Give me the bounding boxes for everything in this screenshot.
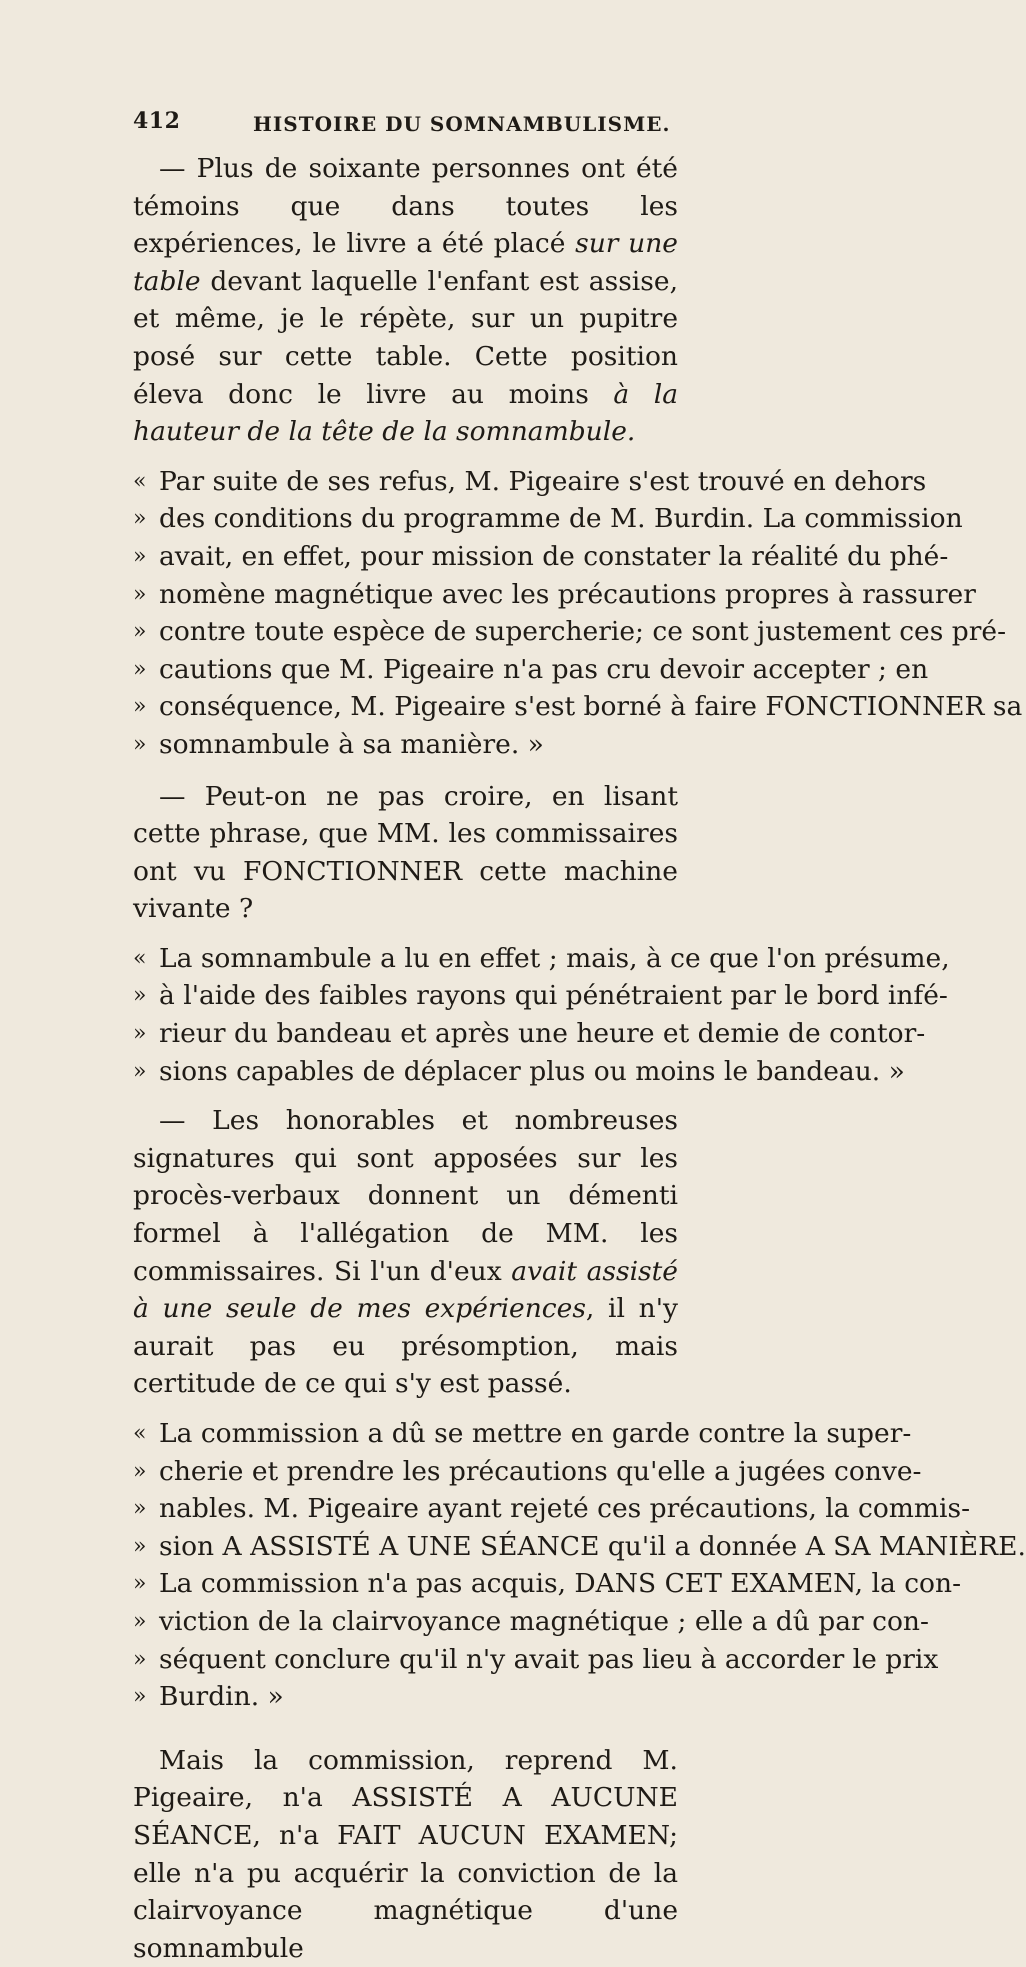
quote-line <box>133 1490 971 1528</box>
quote-mark: » <box>133 1608 147 1634</box>
quote-mark: » <box>133 619 147 645</box>
quote-line <box>133 463 927 501</box>
quote-text: cherie et prendre les précautions qu'elle a jugées conve- <box>159 1455 922 1487</box>
quote-text: conséquence, M. Pigeaire s'est borné à faire FONCTIONNER sa <box>159 691 1023 723</box>
page-body <box>133 150 1026 1967</box>
quote-text: séquent conclure qu'il n'y avait pas lieu à accorder le prix <box>159 1643 939 1675</box>
quote-mark: « <box>133 1421 147 1446</box>
quotation-3 <box>133 1415 1026 1716</box>
quote-text: La commission a dû se mettre en garde contre la super- <box>159 1418 912 1449</box>
quote-mark: » <box>133 1533 147 1559</box>
quote-mark: » <box>133 694 147 720</box>
quote-text: cautions que M. Pigeaire n'a pas cru devoir accepter ; en <box>159 653 929 685</box>
quote-mark: « <box>133 468 147 494</box>
quotation-2 <box>133 940 950 1090</box>
quote-line <box>133 500 963 538</box>
quote-line <box>133 1415 912 1453</box>
quote-text: sions capables de déplacer plus ou moins le bandeau. » <box>159 1055 905 1087</box>
quote-mark: » <box>133 506 147 532</box>
quote-mark: » <box>133 731 147 757</box>
quote-line <box>133 1565 962 1603</box>
quote-text: des conditions du programme de M. Burdin. La commission <box>159 503 963 535</box>
quote-line <box>133 1603 929 1641</box>
quote-text: rieur du bandeau et après une heure et demie de contor- <box>159 1018 926 1050</box>
quote-text: La commission n'a pas acquis, DANS CET EXAMEN, la con- <box>159 1568 962 1600</box>
quote-line <box>133 538 949 576</box>
paragraph-3: — Les honorables et nombreuses signatures qui sont apposées sur les procès-verbaux donnent un démenti formel à l'allégation de MM. les commissaires. Si l'un d'eux avait assisté à une seule de mes expériences, il n'y aurait pas eu présomption, mais certitude de ce qui s'y est passé. <box>133 1105 678 1400</box>
quote-line <box>133 1641 939 1679</box>
quote-mark: » <box>133 983 147 1009</box>
quote-text: Burdin. » <box>159 1681 284 1713</box>
quote-text: viction de la clairvoyance magnétique ; elle a dû par con- <box>159 1605 929 1637</box>
paragraph-4: Mais la commission, reprend M. Pigeaire, n'a ASSISTÉ A AUCUNE SÉANCE, n'a FAIT AUCUN EXAMEN; elle n'a pu acquérir la conviction de la clairvoyance magnétique d'une somnambule <box>133 1744 678 1964</box>
quote-mark: » <box>133 1058 147 1084</box>
paragraph-1: — Plus de soixante personnes ont été témoins que dans toutes les expériences, le livre a été placé sur une table devant laquelle l'enfant est assise, et même, je le répète, sur un pupitre posé sur cette table. Cette position éleva donc le livre au moins à la hauteur de la tête de la somnambule. <box>133 153 678 448</box>
quote-text: contre toute espèce de supercherie; ce sont justement ces pré- <box>159 616 1007 648</box>
quote-line <box>133 651 929 689</box>
quote-mark: » <box>133 1684 147 1710</box>
quote-text: La somnambule a lu en effet ; mais, à ce que l'on présume, <box>159 942 950 974</box>
quote-mark: » <box>133 1496 147 1522</box>
quote-line <box>133 940 950 978</box>
quote-text: Par suite de ses refus, M. Pigeaire s'est trouvé en dehors <box>159 465 927 497</box>
quotation-1 <box>133 463 1023 764</box>
quote-mark: » <box>133 581 147 607</box>
quote-text: avait, en effet, pour mission de constater la réalité du phé- <box>159 540 949 572</box>
quote-line <box>133 688 1023 726</box>
running-title: HISTOIRE DU SOMNAMBULISME. <box>253 112 671 136</box>
page-number: 412 <box>133 108 181 134</box>
running-header <box>133 108 693 134</box>
quote-text: nomène magnétique avec les précautions propres à rassurer <box>159 578 976 610</box>
quote-line <box>133 726 678 764</box>
quote-line <box>133 1528 1026 1566</box>
quote-mark: « <box>133 945 147 971</box>
quote-line <box>133 613 1007 651</box>
quote-line <box>133 977 948 1015</box>
quote-line <box>133 1678 678 1716</box>
quote-text: nables. M. Pigeaire ayant rejeté ces précautions, la commis- <box>159 1493 971 1525</box>
quote-mark: » <box>133 1646 147 1672</box>
quote-line <box>133 1453 922 1491</box>
quote-text: à l'aide des faibles rayons qui pénétraient par le bord infé- <box>159 980 948 1012</box>
quote-mark: » <box>133 543 147 569</box>
quote-mark: » <box>133 1021 147 1047</box>
quote-text: somnambule à sa manière. » <box>159 728 544 760</box>
quote-mark: » <box>133 1571 147 1597</box>
quote-line <box>133 1053 905 1091</box>
quote-line <box>133 576 976 614</box>
quote-text: sion A ASSISTÉ A UNE SÉANCE qu'il a donnée A SA MANIÈRE. <box>159 1530 1026 1562</box>
paragraph-2: — Peut-on ne pas croire, en lisant cette phrase, que MM. les commissaires ont vu FONCTIONNER cette machine vivante ? <box>133 780 678 925</box>
quote-line <box>133 1015 926 1053</box>
quote-mark: » <box>133 656 147 682</box>
quote-mark: » <box>133 1458 147 1484</box>
